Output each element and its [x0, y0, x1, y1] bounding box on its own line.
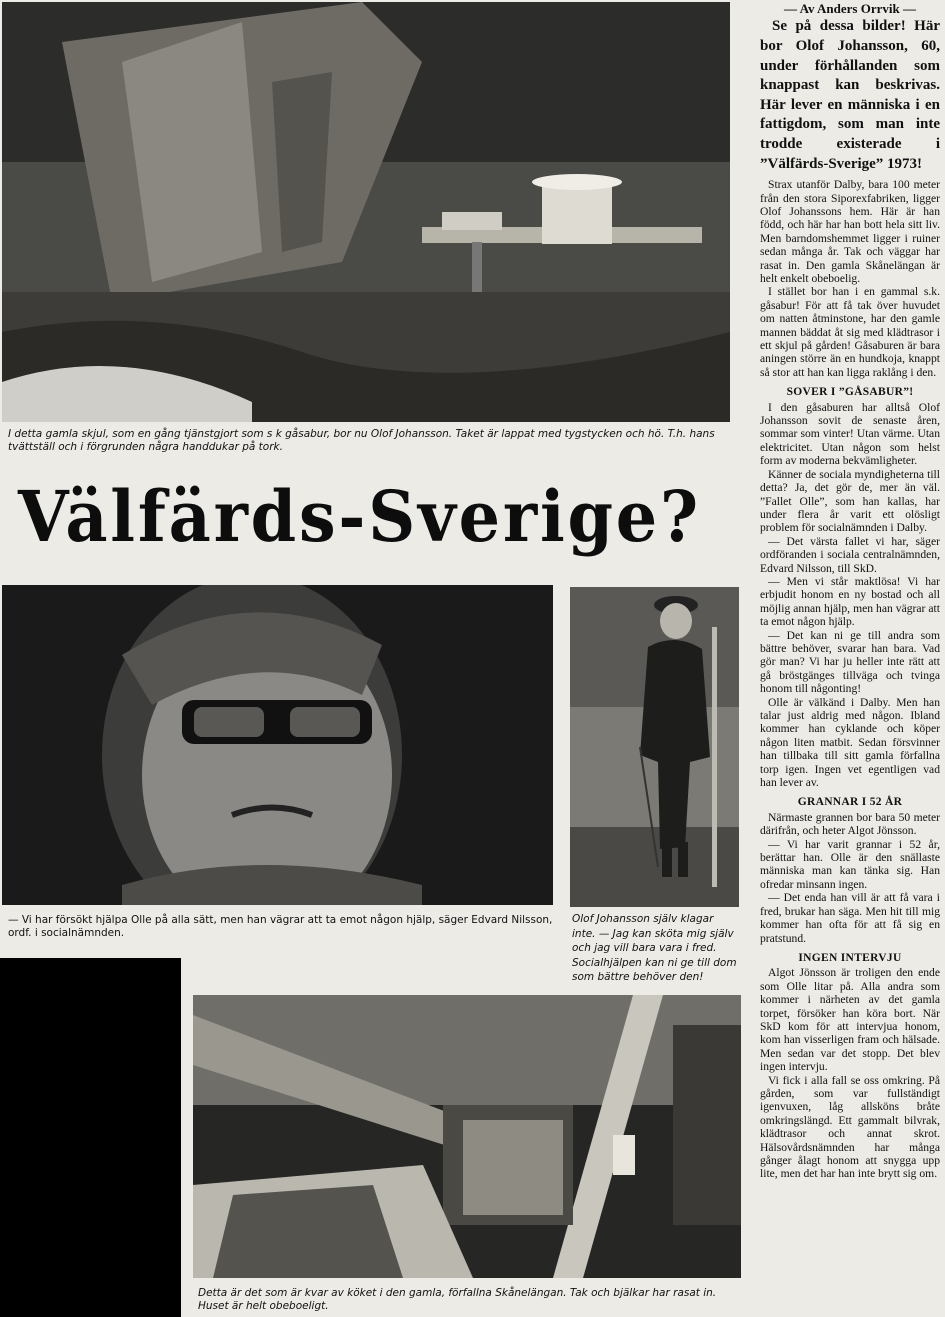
article-paragraph: I den gåsaburen har alltså Olof Johansson sovit de senaste åren, sommar som vinter! Utan värme. Utan elektricitet. Utan någon som helst form av moderna bekvämligheter.	[760, 400, 940, 468]
article-paragraph: Närmaste grannen bor bara 50 meter därifrån, och heter Algot Jönsson.	[760, 810, 940, 838]
article-paragraph: — Det enda han vill är att få vara i fred, brukar han säga. Men hit till mig kommer han ofta för att få sig en pratstund.	[760, 891, 940, 945]
shed-photo	[2, 2, 730, 422]
headline: Välfärds-Sverige?	[18, 475, 701, 558]
kitchen-photo	[193, 995, 741, 1278]
portrait-photo	[2, 585, 553, 905]
subheading: GRANNAR I 52 ÅR	[797, 796, 903, 809]
article-paragraph: Algot Jönsson är troligen den ende som Olle litar på. Alla andra som kommer i närheten av det gamla torpet, försöker han köra bort. När SkD kom för att intervjua honom, kom han visserligen fram och hälsade. Men sedan var det stopp. Det blev ingen intervju.	[760, 966, 940, 1074]
article-column	[760, 2, 940, 1181]
article-paragraph: — Det värsta fallet vi har, säger ordföranden i sociala centralnämnden, Edvard Nilsson, till SkD.	[760, 534, 940, 575]
subheading: SOVER I ”GÅSABUR”!	[786, 386, 914, 399]
article-paragraph: I stället bor han i en gammal s.k. gåsabur! För att få tak över huvudet om natten åtminstone, har den gamle mannen bäddat åt sig med klädtrasor i ett skjul på gården! Gåsaburen är bara aningen större än en hundkoja, knappt så stor att han kan ligga raklång i den.	[760, 285, 940, 379]
shed-photo-caption: I detta gamla skjul, som en gång tjänstgjort som s k gåsabur, bor nu Olof Johansson. Taket är lappat med tygstycken och hö. T.h. hans tvättställ och i förgrunden några handdukar på tork.	[8, 428, 715, 453]
lead-paragraph: Se på dessa bilder! Här bor Olof Johansson, 60, under förhållanden som knappast kan beskrivas. Här lever en människa i en fattigdom, som man inte trodde existerade i ”Välfärds-Sverige” 1973!	[760, 18, 940, 172]
kitchen-photo-caption: Detta är det som är kvar av köket i den gamla, förfallna Skånelängan. Tak och bjälkar har rasat in. Huset är helt obeboeligt.	[198, 1287, 717, 1312]
redaction-block	[0, 958, 181, 1317]
byline: — Av Anders Orrvik —	[784, 1, 916, 16]
olof-photo	[570, 587, 739, 907]
portrait-photo-caption: — Vi har försökt hjälpa Olle på alla sätt, men han vägrar att ta emot någon hjälp, säger Edvard Nilsson, ordf. i socialnämnden.	[8, 914, 553, 939]
article-paragraph: Vi fick i alla fall se oss omkring. På gården, som var fullständigt igenvuxen, låg allsköns bråte omkringslängd. Ett gammalt bilvrak, klädtrasor och annat skrot. Hälsovårdsnämnden har många gånger ålagt honom att snygga upp lite, men det har han inte brytt sig om.	[760, 1073, 940, 1181]
olof-photo-caption: Olof Johansson själv klagar inte. — Jag kan sköta mig själv och jag vill bara vara i fred. Socialhjälpen kan ni ge till dom som bättre behöver den!	[572, 913, 737, 983]
subheading: INGEN INTERVJU	[798, 951, 902, 964]
article-paragraph: Olle är välkänd i Dalby. Men han talar just aldrig med någon. Ibland kommer han cyklande och köper någon liten matbit. Sedan försvinner han tillbaka till sitt gamla förfallna torp igen. Ingen vet egentligen vad han lever av.	[760, 695, 940, 790]
article-paragraph: Känner de sociala myndigheterna till detta? Ja, det gör de, mer än väl. ”Fallet Olle”, som han kallas, har under flera år varit ett olösligt problem för socialnämnden i Dalby.	[760, 467, 940, 535]
article-paragraph: — Det kan ni ge till andra som bättre behöver, svarar han bara. Vad gör man? Vi har ju heller inte rätt att gå bröstgänges tillväga och tvinga honom till någonting!	[760, 628, 940, 696]
article-paragraph: — Men vi står maktlösa! Vi har erbjudit honom en ny bostad och all möjlig annan hjälp, men han vägrar att ta emot någon hjälp.	[760, 574, 940, 629]
article-paragraph: — Vi har varit grannar i 52 år, berättar han. Olle är den snällaste människa man kan tänka sig. Han ofredar minsann ingen.	[760, 837, 940, 891]
article-paragraph: Strax utanför Dalby, bara 100 meter från den stora Siporexfabriken, ligger Olof Johanssons hem. Här är han född, och här har han bott hela sitt liv. Men barndomshemmet ligger i ruiner sedan många år. Tak och väggar har rasat in. Den gamla Skånelängan är helt enkelt obeboelig.	[760, 178, 940, 285]
